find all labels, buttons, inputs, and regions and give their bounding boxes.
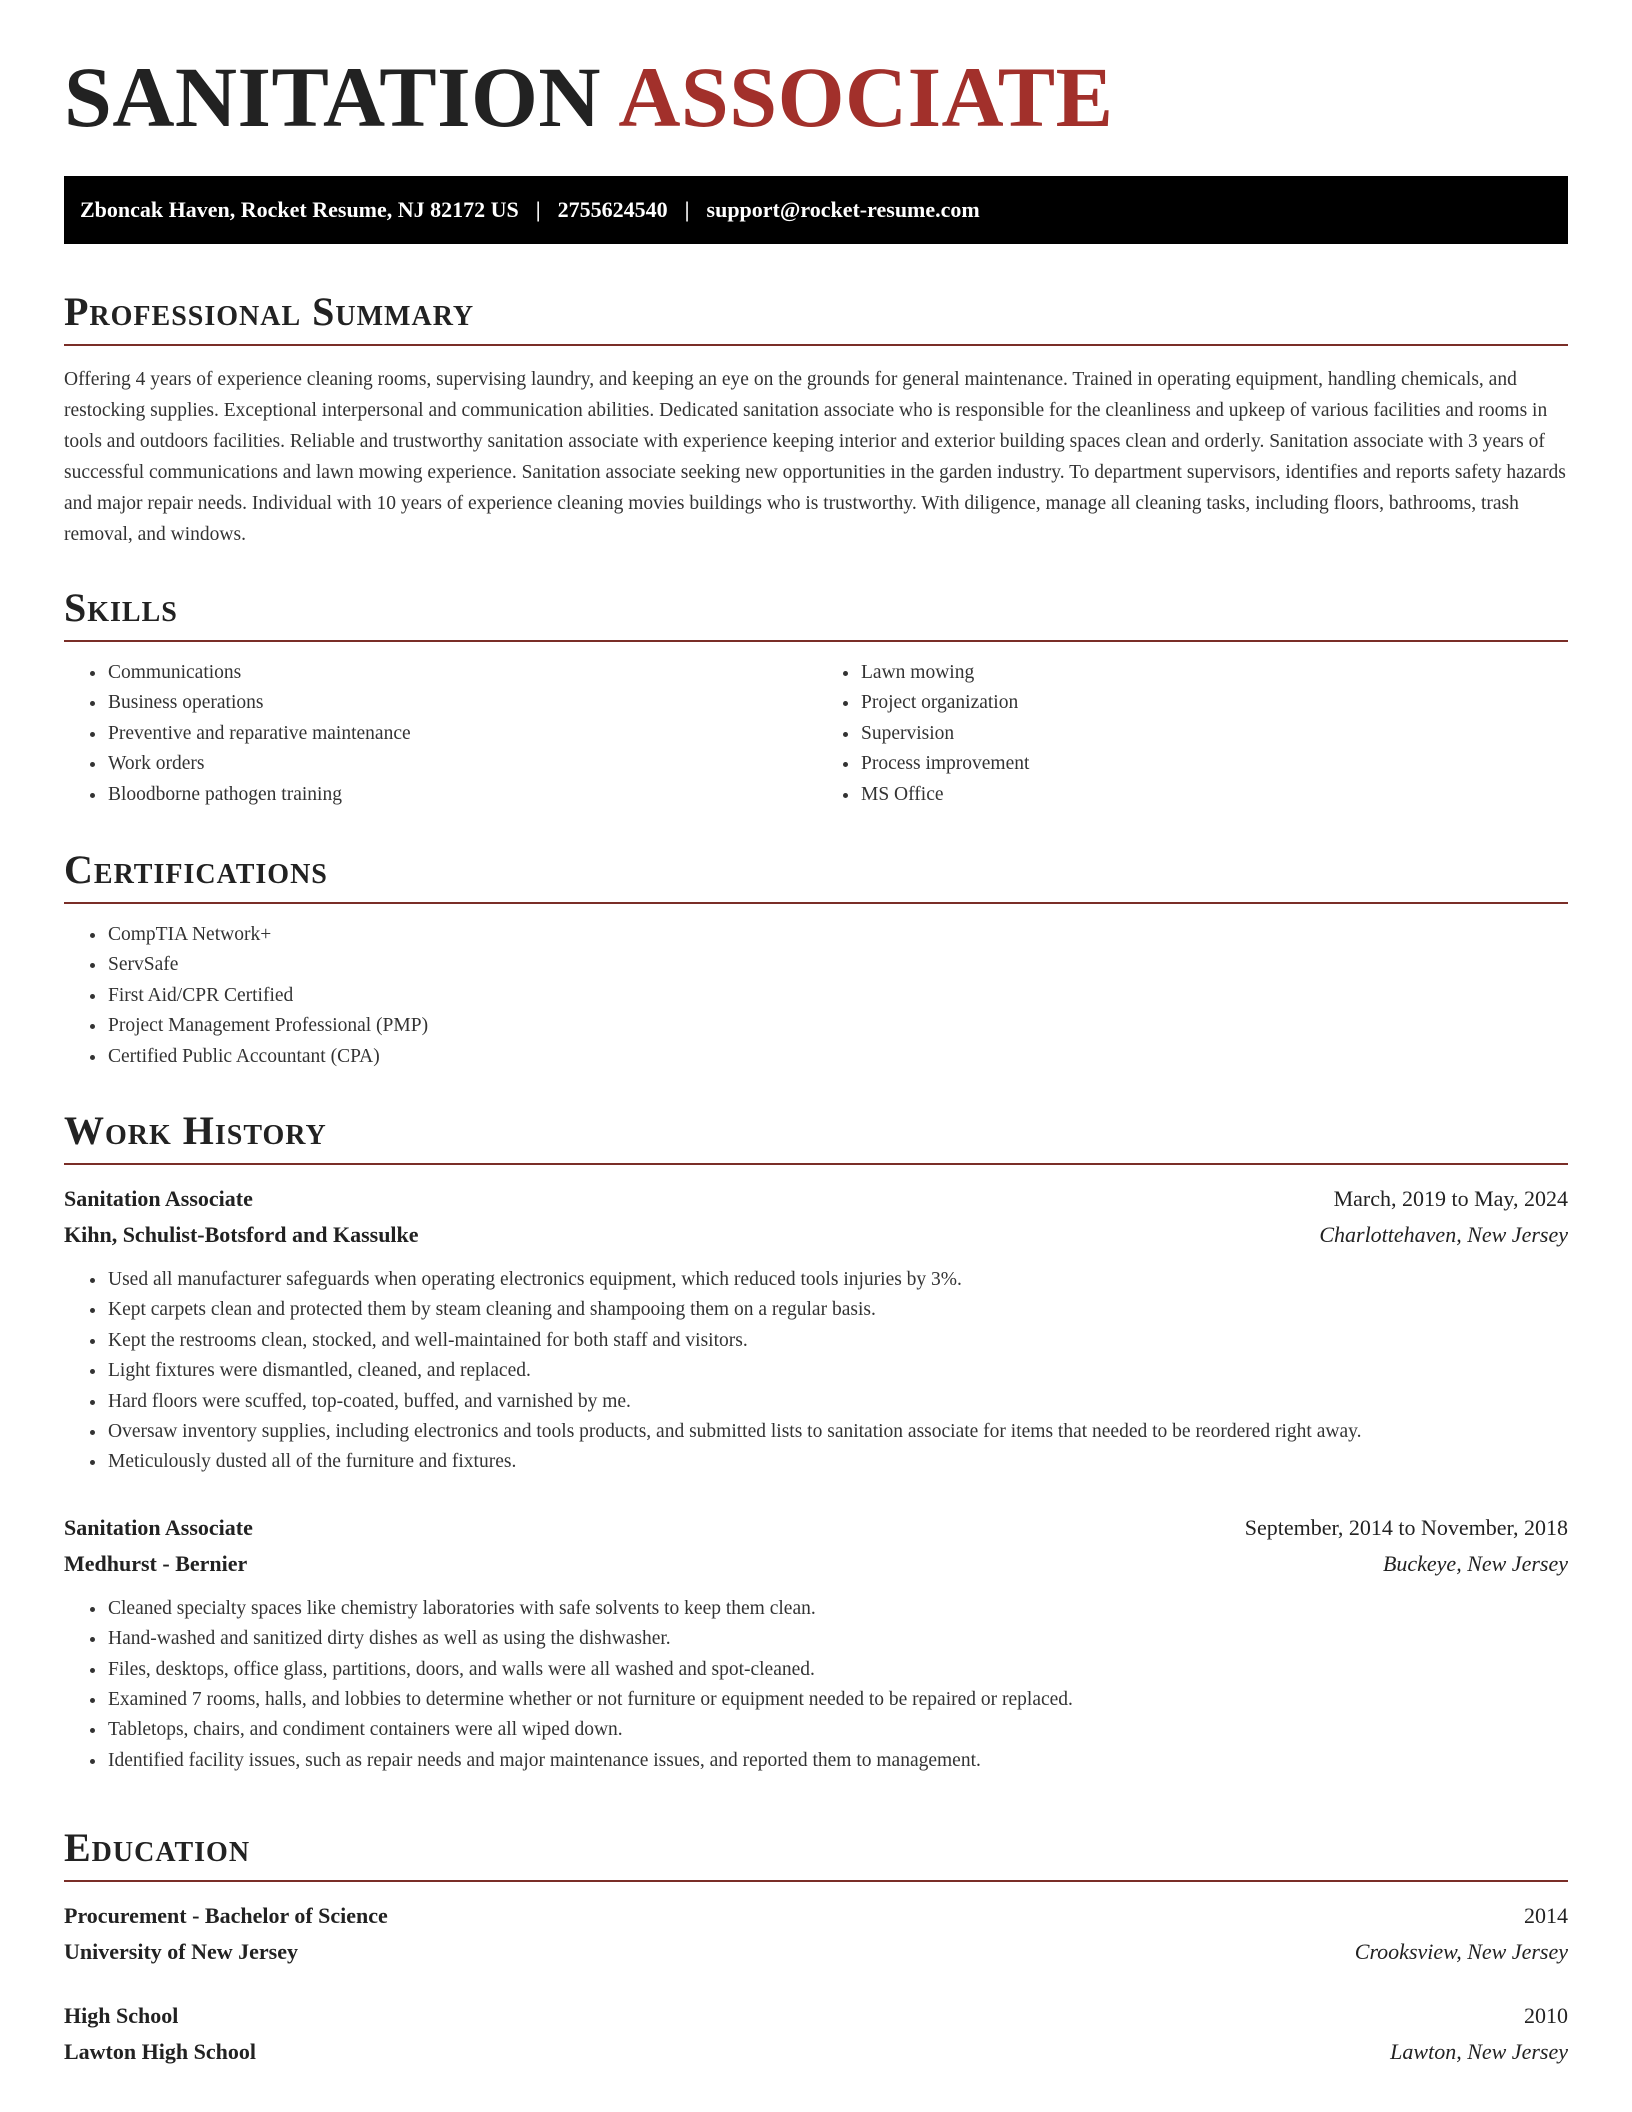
skills-list-left <box>64 658 816 810</box>
skills-list-right <box>816 658 1568 810</box>
job-company: Medhurst - Bernier <box>64 1550 248 1576</box>
job-bullet: • Light fixtures were dismantled, cleaned, and replaced. <box>107 1356 1568 1386</box>
certifications-heading: Certifications <box>64 848 1568 904</box>
education-section <box>64 1826 1568 2070</box>
education-degree: High School <box>64 2003 179 2028</box>
title-first-word: SANITATION <box>64 49 602 145</box>
job-entry <box>64 1181 1568 1478</box>
certification-item: • Project Management Professional (PMP) <box>107 1011 1568 1041</box>
job-bullet: • Cleaned specialty spaces like chemistry laboratories with safe solvents to keep them clean. <box>107 1594 1568 1624</box>
education-location: Lawton, New Jersey <box>1390 2039 1568 2064</box>
skill-item: • Business operations <box>107 688 816 718</box>
education-school: University of New Jersey <box>64 1939 298 1964</box>
job-company-row <box>64 1546 1568 1582</box>
education-location: Crooksview, New Jersey <box>1354 1939 1568 1964</box>
certification-item: • ServSafe <box>107 950 1568 980</box>
certification-item: • First Aid/CPR Certified <box>107 981 1568 1011</box>
job-bullet: • Hand-washed and sanitized dirty dishes as well as using the dishwasher. <box>107 1624 1568 1654</box>
job-dates: March, 2019 to May, 2024 <box>1333 1186 1568 1211</box>
job-bullet: • Files, desktops, office glass, partitions, doors, and walls were all washed and spot-cleaned. <box>107 1655 1568 1685</box>
education-school-row <box>64 1934 1568 1970</box>
skill-item: • Lawn mowing <box>860 658 1568 688</box>
certifications-list <box>64 920 1568 1072</box>
skills-heading: Skills <box>64 586 1568 642</box>
contact-separator: | <box>684 197 690 222</box>
contact-phone: 2755624540 <box>557 197 668 222</box>
certification-item: • CompTIA Network+ <box>107 920 1568 950</box>
contact-bar <box>64 176 1568 244</box>
job-location: Buckeye, New Jersey <box>1382 1550 1568 1576</box>
skill-item: • Communications <box>107 658 816 688</box>
summary-section <box>64 290 1568 550</box>
job-bullet: • Oversaw inventory supplies, including electronics and tools products, and submitted lists to sanitation associate for items that needed to be reordered right away. <box>107 1417 1568 1447</box>
education-entry <box>64 1998 1568 2070</box>
education-school: Lawton High School <box>64 2039 256 2064</box>
job-bullet: • Used all manufacturer safeguards when operating electronics equipment, which reduced tools injuries by 3%. <box>107 1265 1568 1295</box>
contact-address: Zboncak Haven, Rocket Resume, NJ 82172 US <box>80 197 519 222</box>
job-header-row <box>64 1181 1568 1217</box>
job-title: Sanitation Associate <box>64 1186 253 1211</box>
work-history-heading: Work History <box>64 1109 1568 1165</box>
contact-separator: | <box>535 197 541 222</box>
title-second-word: ASSOCIATE <box>618 49 1114 145</box>
education-school-row <box>64 2034 1568 2070</box>
skill-item: • Bloodborne pathogen training <box>107 780 816 810</box>
skill-item: • Preventive and reparative maintenance <box>107 719 816 749</box>
education-degree-row <box>64 1898 1568 1934</box>
skills-grid <box>64 658 1568 810</box>
education-heading: Education <box>64 1826 1568 1882</box>
certification-item: • Certified Public Accountant (CPA) <box>107 1042 1568 1072</box>
job-header-row <box>64 1510 1568 1546</box>
resume-title <box>64 0 1568 145</box>
skill-item: • Project organization <box>860 688 1568 718</box>
job-bullet: • Kept carpets clean and protected them by steam cleaning and shampooing them on a regular basis. <box>107 1295 1568 1325</box>
job-company: Kihn, Schulist-Botsford and Kassulke <box>64 1222 419 1247</box>
education-year: 2010 <box>1524 2003 1568 2028</box>
certifications-section <box>64 848 1568 1072</box>
summary-text: Offering 4 years of experience cleaning rooms, supervising laundry, and keeping an eye on the grounds for general maintenance. Trained in operating equipment, handling chemicals, and restocking supplies. Exceptional interpersonal and communication abilities. Dedicated sanitation associate who is responsible for the cleanliness and upkeep of various facilities and rooms in tools and outdoors facilities. Reliable and trustworthy sanitation associate with experience keeping interior and exterior building spaces clean and orderly. Sanitation associate with 3 years of successful communications and lawn mowing experience. Sanitation associate seeking new opportunities in the garden industry. To department supervisors, identifies and reports safety hazards and major repair needs. Individual with 10 years of experience cleaning movies buildings who is trustworthy. With diligence, manage all cleaning tasks, including floors, bathrooms, trash removal, and windows. <box>64 369 1566 545</box>
skill-item: • Supervision <box>860 719 1568 749</box>
job-entry <box>64 1510 1568 1776</box>
education-entry <box>64 1898 1568 1970</box>
education-degree-row <box>64 1998 1568 2034</box>
job-bullet: • Meticulously dusted all of the furniture and fixtures. <box>107 1447 1568 1477</box>
job-company-row <box>64 1217 1568 1253</box>
skill-item: • MS Office <box>860 780 1568 810</box>
contact-email: support@rocket-resume.com <box>706 197 980 222</box>
job-bullets <box>64 1594 1568 1776</box>
job-bullets <box>64 1265 1568 1478</box>
job-bullet: • Kept the restrooms clean, stocked, and well-maintained for both staff and visitors. <box>107 1326 1568 1356</box>
job-bullet: • Identified facility issues, such as repair needs and major maintenance issues, and reported them to management. <box>107 1746 1568 1776</box>
job-bullet: • Tabletops, chairs, and condiment containers were all wiped down. <box>107 1715 1568 1745</box>
job-dates: September, 2014 to November, 2018 <box>1244 1514 1568 1540</box>
job-bullet: • Hard floors were scuffed, top-coated, buffed, and varnished by me. <box>107 1387 1568 1417</box>
education-degree: Procurement - Bachelor of Science <box>64 1903 388 1928</box>
skill-item: • Work orders <box>107 749 816 779</box>
summary-heading: Professional Summary <box>64 290 1568 346</box>
work-history-section <box>64 1109 1568 1776</box>
education-year: 2014 <box>1524 1903 1568 1928</box>
job-bullet: • Examined 7 rooms, halls, and lobbies to determine whether or not furniture or equipment needed to be repaired or replaced. <box>107 1685 1568 1715</box>
job-title: Sanitation Associate <box>64 1514 253 1540</box>
job-location: Charlottehaven, New Jersey <box>1319 1222 1568 1247</box>
skill-item: • Process improvement <box>860 749 1568 779</box>
skills-section <box>64 586 1568 810</box>
